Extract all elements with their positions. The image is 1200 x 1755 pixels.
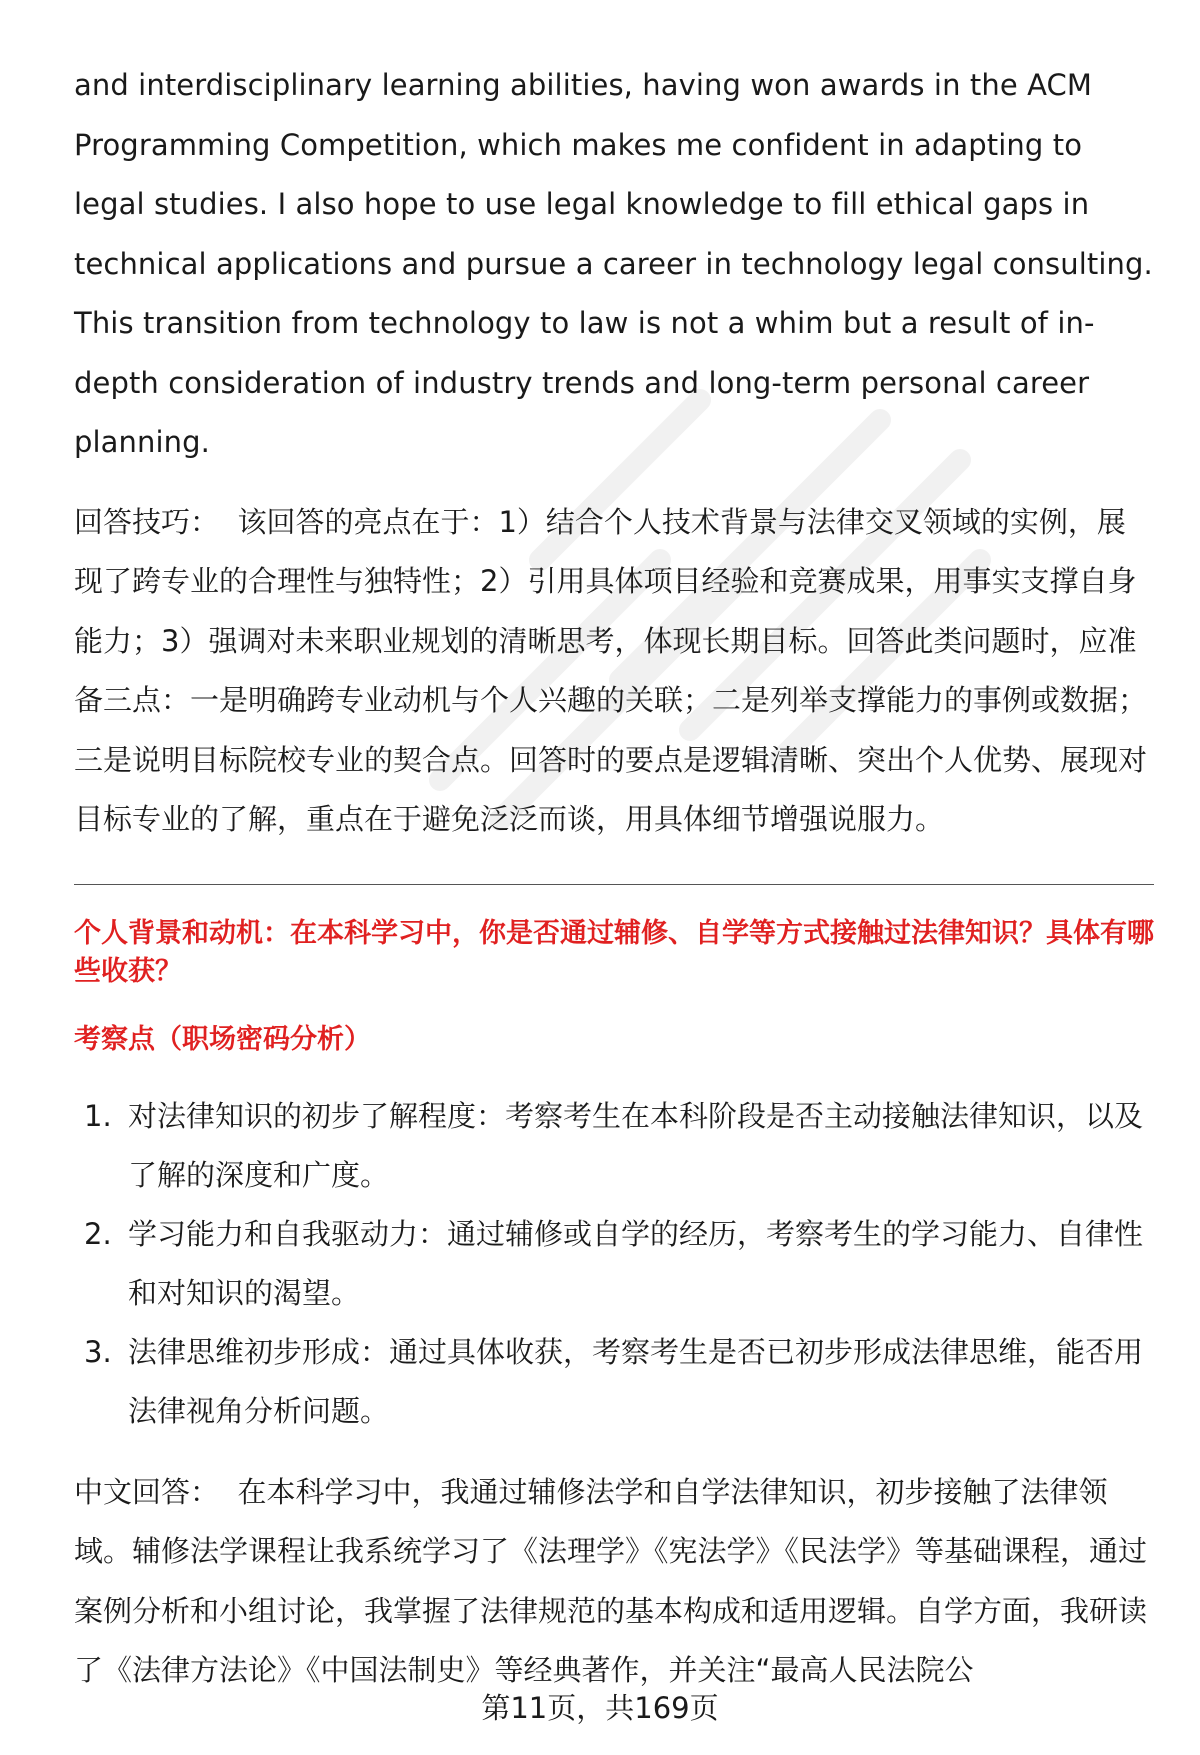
chinese-answer-paragraph bbox=[74, 1463, 1154, 1701]
list-number: 3. bbox=[84, 1334, 112, 1369]
section-divider bbox=[74, 884, 1154, 885]
list-item-text: 法律思维初步形成：通过具体收获，考察考生是否已初步形成法律思维，能否用法律视角分析问题。 bbox=[128, 1334, 1144, 1428]
intro-paragraph: and interdisciplinary learning abilities, having won awards in the ACM Programming Competition, which makes me confident in adapting to legal studies. I also hope to use legal knowledge to fill ethical gaps in technical applications and pursue a career in technology legal consulting. This transition from technology to law is not a whim but a result of in-depth consideration of industry trends and long-term personal career planning. bbox=[74, 68, 1153, 459]
page-footer: 第11页，共169页 bbox=[481, 1691, 719, 1725]
list-number: 2. bbox=[84, 1216, 112, 1251]
list-item-text: 对法律知识的初步了解程度：考察考生在本科阶段是否主动接触法律知识，以及了解的深度和广度。 bbox=[128, 1098, 1144, 1192]
answer-label: 中文回答： bbox=[74, 1474, 220, 1509]
answer-tips-paragraph bbox=[74, 493, 1154, 850]
tip-label: 回答技巧： bbox=[74, 504, 220, 539]
answer-text: 在本科学习中，我通过辅修法学和自学法律知识，初步接触了法律领域。辅修法学课程让我系统学习了《法理学》《宪法学》《民法学》等基础课程，通过案例分析和小组讨论，我掌握了法律规范的基本构成和适用逻辑。自学方面，我研读了《法律方法论》《中国法制史》等经典著作，并关注“最高人民法院公 bbox=[74, 1474, 1148, 1687]
assessment-points-list bbox=[74, 1087, 1154, 1441]
section-title: 考察点（职场密码分析） bbox=[74, 1023, 371, 1055]
list-item-text: 学习能力和自我驱动力：通过辅修或自学的经历，考察考生的学习能力、自律性和对知识的渴望。 bbox=[128, 1216, 1144, 1310]
question-heading: 个人背景和动机：在本科学习中，你是否通过辅修、自学等方式接触过法律知识？具体有哪些收获？ bbox=[74, 917, 1154, 987]
list-number: 1. bbox=[84, 1098, 112, 1133]
page-content bbox=[74, 56, 1154, 1701]
tip-text: 该回答的亮点在于：1）结合个人技术背景与法律交叉领域的实例，展现了跨专业的合理性与独特性；2）引用具体项目经验和竞赛成果，用事实支撑自身能力；3）强调对未来职业规划的清晰思考，体现长期目标。回答此类问题时，应准备三点：一是明确跨专业动机与个人兴趣的关联；二是列举支撑能力的事例或数据；三是说明目标院校专业的契合点。回答时的要点是逻辑清晰、突出个人优势、展现对目标专业的了解，重点在于避免泛泛而谈，用具体细节增强说服力。 bbox=[74, 504, 1148, 836]
list-item bbox=[74, 1205, 1154, 1323]
list-item bbox=[74, 1087, 1154, 1205]
list-item bbox=[74, 1323, 1154, 1441]
